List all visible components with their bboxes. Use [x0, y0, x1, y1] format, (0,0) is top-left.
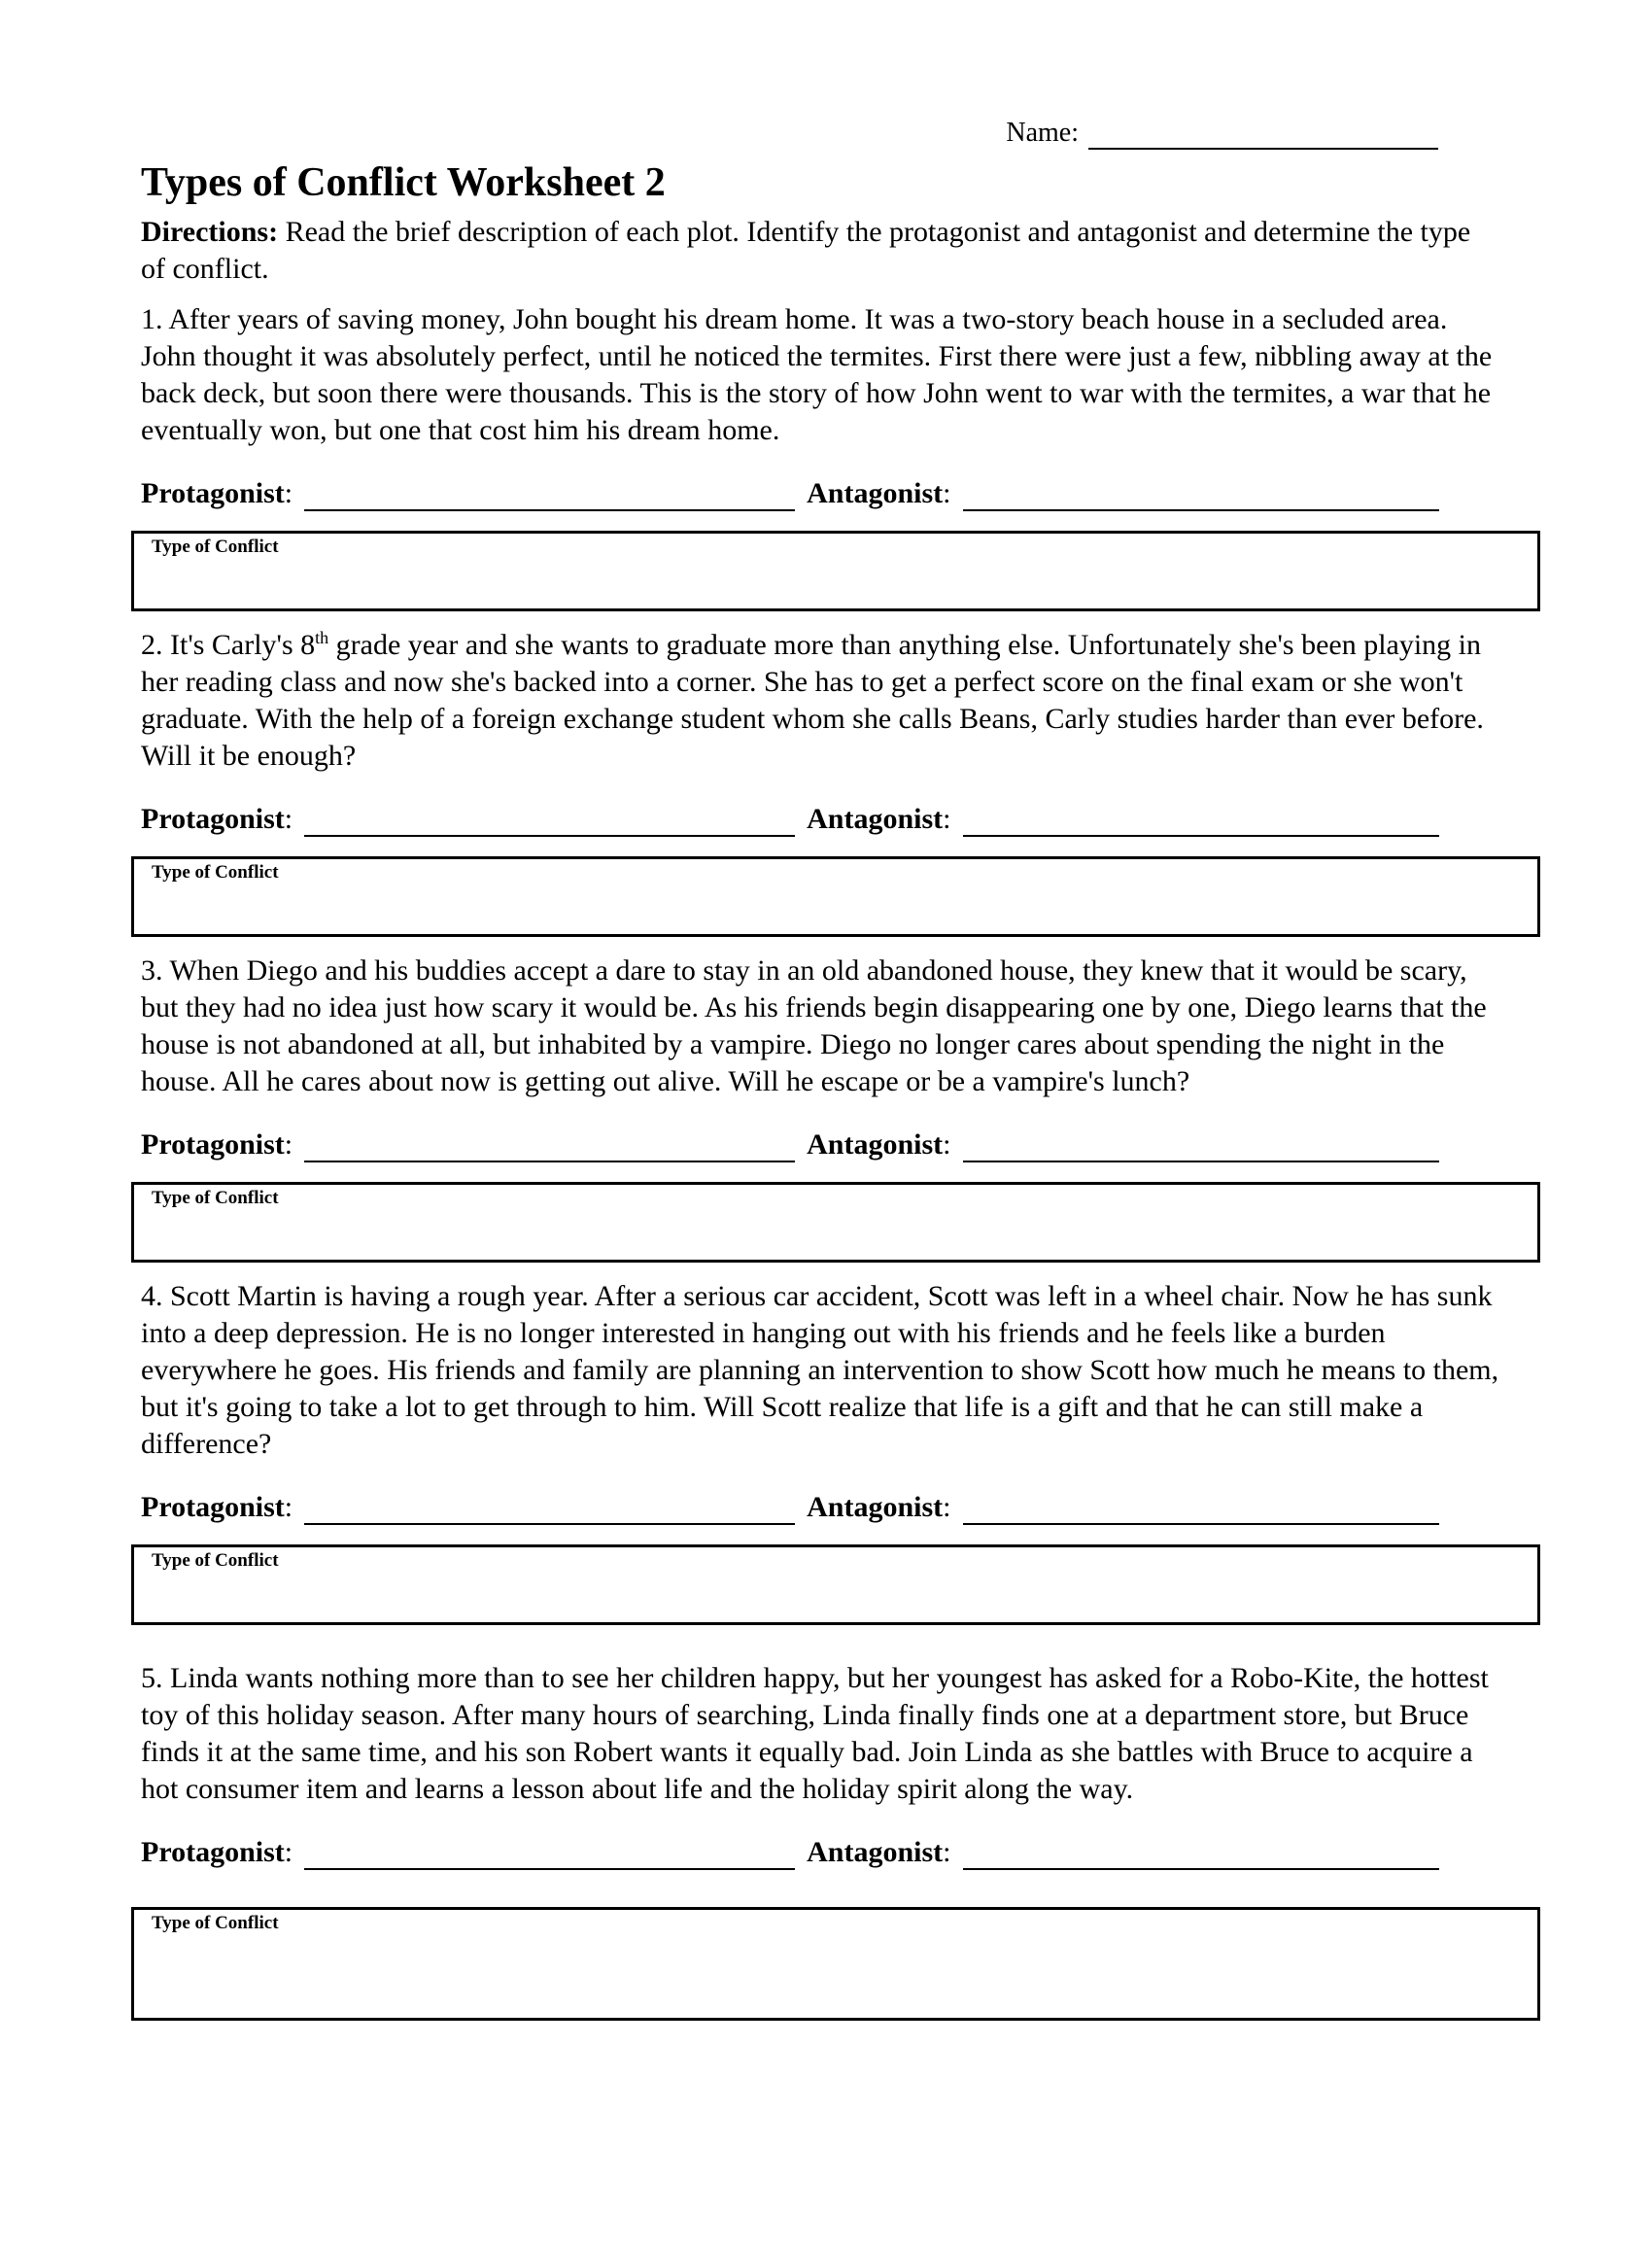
question-4: [141, 1278, 1501, 1625]
antagonist-blank[interactable]: [963, 1127, 1439, 1162]
worksheet-page: [0, 115, 1652, 2253]
protagonist-label-text: Protagonist: [141, 1491, 285, 1523]
protagonist-label: [141, 1127, 293, 1162]
antagonist-colon: :: [943, 1491, 951, 1523]
question-2-text-part: 2. It's Carly's 8: [141, 629, 316, 661]
question-3-text: [141, 953, 1501, 1100]
question-3: [141, 953, 1501, 1263]
antagonist-blank[interactable]: [963, 476, 1439, 511]
question-1: [141, 301, 1501, 611]
antagonist-blank[interactable]: [963, 1490, 1439, 1525]
name-blank[interactable]: [1088, 115, 1438, 150]
antagonist-label: [807, 1127, 950, 1162]
question-3-protagonist-antagonist-row: [141, 1126, 1501, 1162]
page-title: Types of Conflict Worksheet 2: [141, 160, 666, 205]
protagonist-label: [141, 476, 293, 511]
protagonist-label: [141, 1490, 293, 1525]
type-of-conflict-box[interactable]: [131, 856, 1540, 937]
type-of-conflict-box[interactable]: [131, 1907, 1540, 2021]
antagonist-label: [807, 1835, 950, 1870]
question-3-text-part: 3. When Diego and his buddies accept a dare to stay in an old abandoned house, they knew that it would be scary, but they had no idea just how scary it would be. As his friends begin disappearing one by one, Diego learns that the house is not abandoned at all, but inhabited by a vampire. Diego no longer cares about spending the night in the house. All he cares about now is getting out alive. Will he escape or be a vampire's lunch?: [141, 954, 1487, 1097]
protagonist-blank[interactable]: [304, 802, 795, 837]
antagonist-label: [807, 1490, 950, 1525]
directions: [141, 214, 1501, 288]
antagonist-label: [807, 802, 950, 837]
antagonist-label-text: Antagonist: [807, 477, 944, 509]
antagonist-blank[interactable]: [963, 802, 1439, 837]
name-row: [141, 115, 1438, 150]
antagonist-label: [807, 476, 950, 511]
question-1-protagonist-antagonist-row: [141, 474, 1501, 511]
question-1-text-part: 1. After years of saving money, John bought his dream home. It was a two-story beach house in a secluded area. John thought it was absolutely perfect, until he noticed the termites. First there were just a few, nibbling away at the back deck, but soon there were thousands. This is the story of how John went to war with the termites, a war that he eventually won, but one that cost him his dream home.: [141, 303, 1493, 446]
antagonist-colon: :: [943, 477, 951, 509]
question-2-text: [141, 627, 1501, 775]
antagonist-blank[interactable]: [963, 1835, 1439, 1870]
protagonist-colon: :: [284, 1836, 293, 1868]
type-of-conflict-label: Type of Conflict: [152, 862, 279, 883]
question-2-superscript: th: [315, 628, 329, 647]
type-of-conflict-box[interactable]: [131, 1544, 1540, 1625]
question-5-text-part: 5. Linda wants nothing more than to see her children happy, but her youngest has asked for a Robo-Kite, the hottest toy of this holiday season. After many hours of searching, Linda finally finds one at a department store, but Bruce finds it at the same time, and his son Robert wants it equally bad. Join Linda as she battles with Bruce to acquire a hot consumer item and learns a lesson about life and the holiday spirit along the way.: [141, 1662, 1489, 1805]
protagonist-label: [141, 802, 293, 837]
question-4-text: [141, 1278, 1501, 1463]
type-of-conflict-label: Type of Conflict: [152, 537, 279, 557]
question-1-text: [141, 301, 1501, 449]
type-of-conflict-label: Type of Conflict: [152, 1550, 279, 1571]
question-2: [141, 627, 1501, 937]
protagonist-colon: :: [284, 477, 293, 509]
protagonist-label-text: Protagonist: [141, 803, 285, 835]
question-5-protagonist-antagonist-row: [141, 1833, 1501, 1870]
antagonist-colon: :: [943, 1128, 951, 1161]
type-of-conflict-box[interactable]: [131, 1182, 1540, 1263]
protagonist-blank[interactable]: [304, 1127, 795, 1162]
antagonist-label-text: Antagonist: [807, 803, 944, 835]
name-label: Name:: [1006, 118, 1079, 148]
type-of-conflict-label: Type of Conflict: [152, 1913, 279, 1933]
protagonist-label-text: Protagonist: [141, 1128, 285, 1161]
protagonist-blank[interactable]: [304, 1835, 795, 1870]
type-of-conflict-label: Type of Conflict: [152, 1188, 279, 1208]
antagonist-label-text: Antagonist: [807, 1491, 944, 1523]
question-4-text-part: 4. Scott Martin is having a rough year. After a serious car accident, Scott was left in a wheel chair. Now he has sunk into a deep depression. He is no longer interested in hanging out with his friends and he feels like a burden everywhere he goes. His friends and family are planning an intervention to show Scott how much he means to them, but it's going to take a lot to get through to him. Will Scott realize that life is a gift and that he can still make a difference?: [141, 1280, 1499, 1460]
protagonist-label-text: Protagonist: [141, 1836, 285, 1868]
protagonist-colon: :: [284, 1491, 293, 1523]
directions-text: Read the brief description of each plot. Identify the protagonist and antagonist and determine the type of conflict.: [141, 216, 1471, 285]
protagonist-blank[interactable]: [304, 1490, 795, 1525]
question-2-text-part: grade year and she wants to graduate more than anything else. Unfortunately she's been playing in her reading class and now she's backed into a corner. She has to get a perfect score on the final exam or she won't graduate. With the help of a foreign exchange student whom she calls Beans, Carly studies harder than ever before. Will it be enough?: [141, 629, 1484, 772]
question-5-text: [141, 1660, 1501, 1808]
protagonist-blank[interactable]: [304, 476, 795, 511]
antagonist-colon: :: [943, 1836, 951, 1868]
directions-label: Directions:: [141, 216, 279, 248]
protagonist-label-text: Protagonist: [141, 477, 285, 509]
antagonist-label-text: Antagonist: [807, 1128, 944, 1161]
protagonist-colon: :: [284, 803, 293, 835]
protagonist-label: [141, 1835, 293, 1870]
question-2-protagonist-antagonist-row: [141, 800, 1501, 837]
antagonist-colon: :: [943, 803, 951, 835]
type-of-conflict-box[interactable]: [131, 531, 1540, 611]
question-4-protagonist-antagonist-row: [141, 1488, 1501, 1525]
antagonist-label-text: Antagonist: [807, 1836, 944, 1868]
protagonist-colon: :: [284, 1128, 293, 1161]
question-5: [141, 1660, 1501, 2021]
